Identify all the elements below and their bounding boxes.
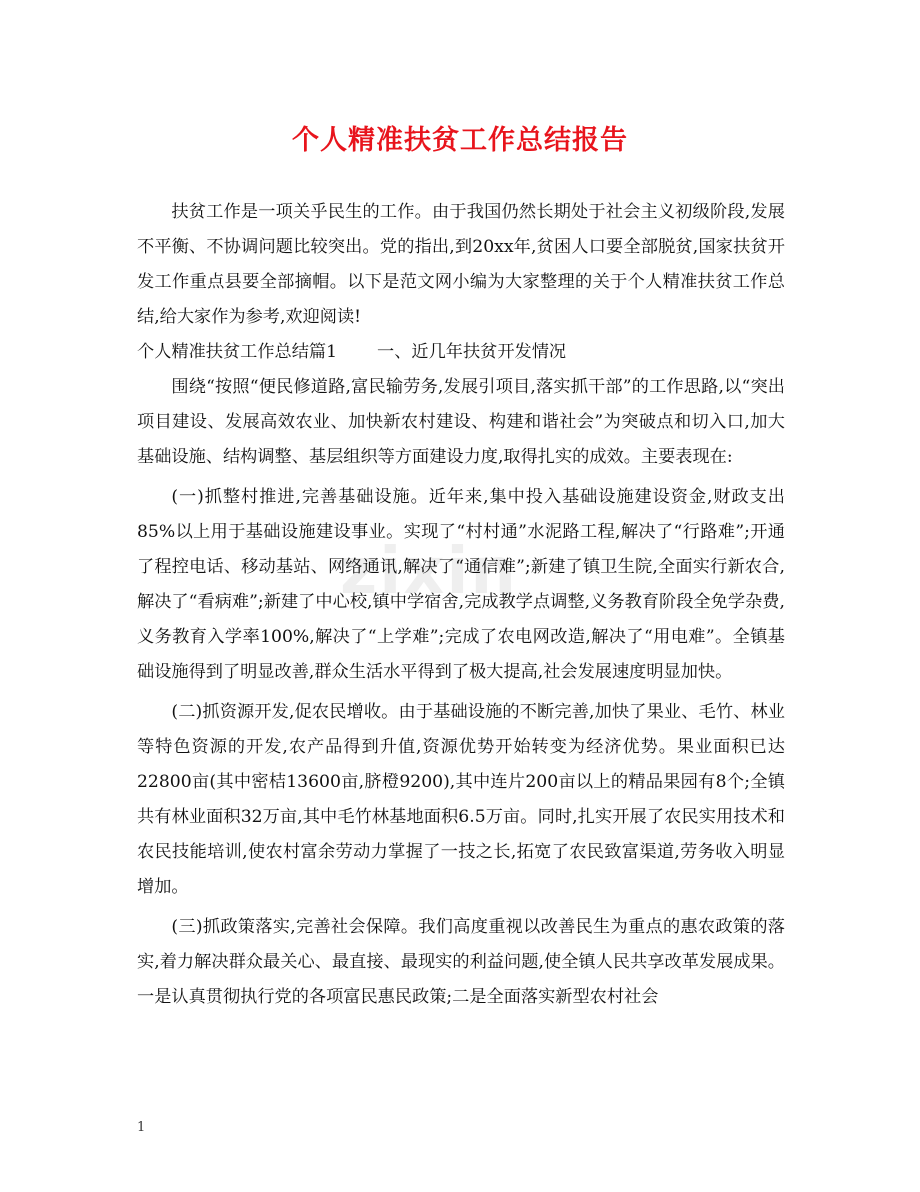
paragraph-overview: 围绕“按照“便民修道路,富民输劳务,发展引项目,落实抓干部”的工作思路,以“突出项目建设、发展高效农业、加快新农村建设、构建和谐社会”为突破点和切入口,加大基础设施、结构调整、基层组织等方面建设力度,取得扎实的成效。主要表现在: <box>137 377 785 467</box>
document-title: 个人精准扶贫工作总结报告 <box>292 125 628 156</box>
section-label: 个人精准扶贫工作总结篇1 <box>137 342 337 362</box>
page-number: 1 <box>137 1120 146 1135</box>
paragraph-infrastructure: (一)抓整村推进,完善基础设施。近年来,集中投入基础设施建设资金,财政支出85%以上用于基础设施建设事业。实现了“村村通”水泥路工程,解决了“行路难”;开通了程控电话、移动基站、网络通讯,解决了“通信难”;新建了镇卫生院,全面实行新农合,解决了“看病难”;新建了中心校,镇中学宿舍,完成教学点调整,义务教育阶段全免学杂费,义务教育入学率100%,解决了“上学难”;完成了农电网改造,解决了“用电难”。全镇基础设施得到了明显改善,群众生活水平得到了极大提高,社会发展速度明显加快。 <box>137 487 785 682</box>
paragraph-resources: (二)抓资源开发,促农民增收。由于基础设施的不断完善,加快了果业、毛竹、林业等特色资源的开发,农产品得到升值,资源优势开始转变为经济优势。果业面积已达22800亩(其中密桔13600亩,脐橙9200),其中连片200亩以上的精品果园有8个;全镇共有林业面积32万亩,其中毛竹林基地面积6.5万亩。同时,扎实开展了农民实用技术和农民技能培训,使农村富余劳动力掌握了一技之长,拓宽了农民致富渠道,劳务收入明显增加。 <box>137 702 785 897</box>
section-heading-line <box>137 335 785 370</box>
intro-paragraph: 扶贫工作是一项关乎民生的工作。由于我国仍然长期处于社会主义初级阶段,发展不平衡、不协调问题比较突出。党的指出,到20xx年,贫困人口要全部脱贫,国家扶贫开发工作重点县要全部摘帽。以下是范文网小编为大家整理的关于个人精准扶贫工作总结,给大家作为参考,欢迎阅读! <box>137 202 785 327</box>
document-body <box>137 195 785 1015</box>
paragraph-policy: (三)抓政策落实,完善社会保障。我们高度重视以改善民生为重点的惠农政策的落实,着力解决群众最关心、最直接、最现实的利益问题,使全镇人民共享改革发展成果。一是认真贯彻执行党的各项富民惠民政策;二是全面落实新型农村社会 <box>137 917 785 1007</box>
section-heading: 一、近几年扶贫开发情况 <box>377 342 567 362</box>
watermark: zixin <box>340 535 518 609</box>
